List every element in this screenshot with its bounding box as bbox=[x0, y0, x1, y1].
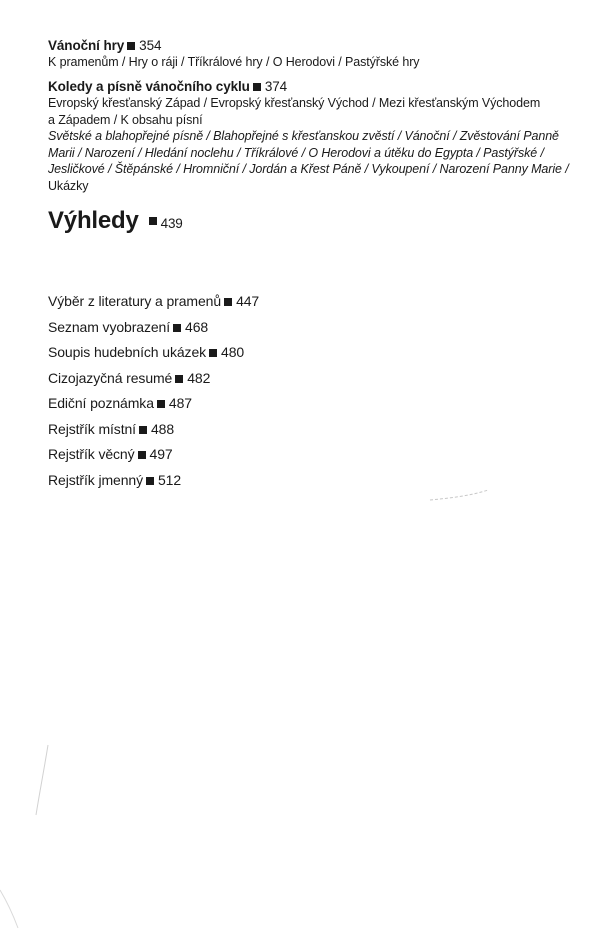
appendix-page: 447 bbox=[236, 293, 260, 309]
appendix-page: 480 bbox=[221, 344, 245, 360]
song-category-line: Jesličkové / Štěpánské / Hromniční / Jordán a Křest Páně / Vykoupení / Narození Panny Marie / bbox=[48, 162, 569, 176]
major-heading-title: Výhledy bbox=[48, 207, 139, 234]
appendix-page: 512 bbox=[157, 471, 182, 488]
appendix-page: 488 bbox=[150, 420, 175, 437]
subsection-line: Ukázky bbox=[48, 178, 89, 193]
subsection-line: a Západem / K obsahu písní bbox=[48, 112, 203, 127]
bullet-square-icon bbox=[157, 400, 165, 408]
appendix-title: Cizojazyčná resumé bbox=[48, 369, 173, 386]
appendix-item bbox=[48, 468, 259, 494]
appendix-item bbox=[48, 391, 259, 417]
appendix-title: Výběr z literatury a pramenů bbox=[48, 293, 222, 309]
appendix-item bbox=[48, 340, 259, 366]
subsection-line: K pramenům / Hry o ráji / Tříkrálové hry / O Herodovi / Pastýřské hry bbox=[48, 55, 420, 69]
bullet-square-icon bbox=[209, 349, 217, 357]
appendix-title: Seznam vyobrazení bbox=[48, 318, 171, 335]
appendix-item bbox=[48, 315, 259, 341]
appendix-page: 482 bbox=[187, 369, 211, 386]
bullet-square-icon bbox=[224, 298, 232, 306]
subsection-line: Evropský křesťanský Západ / Evropský křesťanský Východ / Mezi křesťanským Východem bbox=[48, 96, 541, 110]
appendix-item bbox=[48, 442, 259, 468]
bullet-square-icon bbox=[253, 83, 261, 91]
appendix-title: Rejstřík věcný bbox=[48, 446, 135, 462]
appendix-title: Rejstřík místní bbox=[48, 420, 136, 437]
section-title: Koledy a písně vánočního cyklu bbox=[48, 79, 250, 94]
appendix-title: Soupis hudebních ukázek bbox=[48, 344, 207, 360]
section-title: Vánoční hry bbox=[48, 38, 125, 53]
appendix-title: Rejstřík jmenný bbox=[48, 471, 143, 488]
section-page-number: 374 bbox=[264, 79, 288, 94]
appendix-item bbox=[48, 366, 259, 392]
appendix-item bbox=[48, 417, 259, 443]
song-category-line: Marii / Narození / Hledání noclehu / Tříkrálové / O Herodovi a útěku do Egypta / Pastýřské / bbox=[48, 145, 544, 160]
bullet-square-icon bbox=[139, 426, 147, 434]
section-heading bbox=[48, 38, 578, 54]
section-heading bbox=[48, 79, 578, 95]
appendix-page: 497 bbox=[149, 446, 173, 462]
appendix-page: 487 bbox=[168, 395, 192, 411]
appendix-title: Ediční poznámka bbox=[48, 395, 154, 411]
appendix-item bbox=[48, 289, 259, 315]
bullet-square-icon bbox=[138, 451, 146, 459]
toc-section-vanocni-hry bbox=[48, 38, 578, 71]
appendix-page: 468 bbox=[185, 318, 209, 335]
bullet-square-icon bbox=[149, 217, 157, 225]
bullet-square-icon bbox=[175, 375, 183, 383]
song-category-line: Světské a blahopřejné písně / Blahopřejné s křesťanskou zvěstí / Vánoční / Zvěstování Panně bbox=[48, 129, 559, 143]
toc-section-koledy bbox=[48, 79, 578, 194]
major-heading-page: 439 bbox=[160, 216, 183, 231]
bullet-square-icon bbox=[127, 42, 135, 50]
major-heading bbox=[48, 206, 183, 239]
bullet-square-icon bbox=[146, 477, 154, 485]
section-page-number: 354 bbox=[139, 38, 162, 53]
bullet-square-icon bbox=[173, 324, 181, 332]
appendix-list bbox=[48, 289, 259, 493]
